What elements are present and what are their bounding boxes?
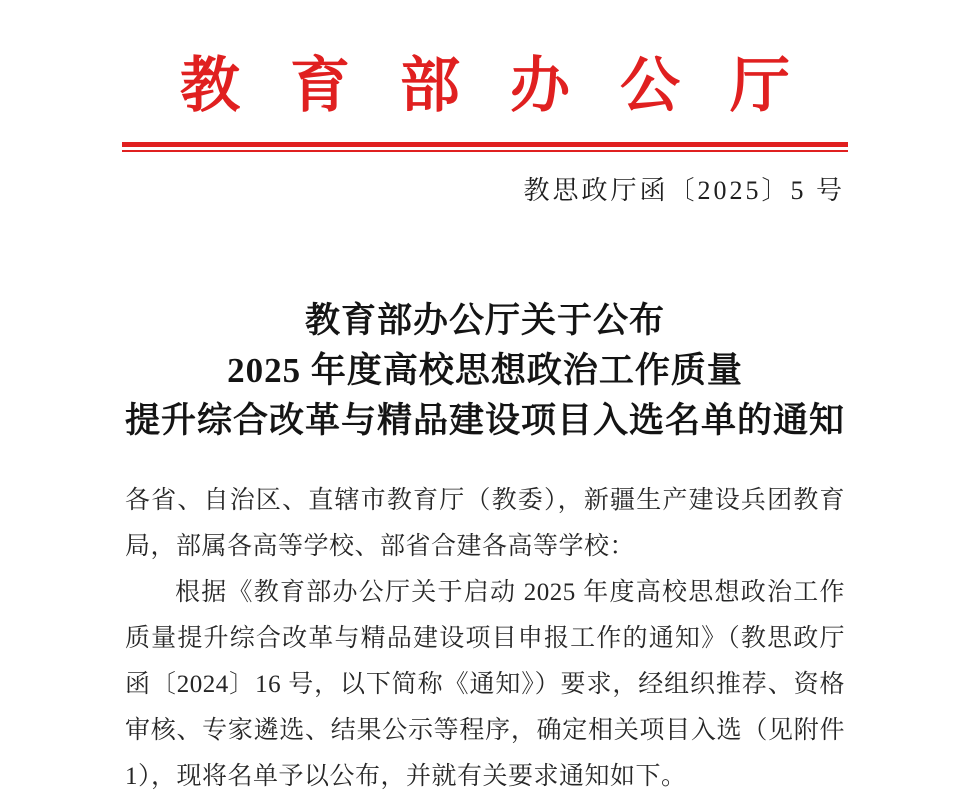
paragraph-line: 根据《教育部办公厅关于启动 2025 年度高校思想政治工作 (175, 579, 845, 606)
document-title (125, 296, 845, 446)
document-body (125, 478, 845, 800)
document-reference-number: 教思政厅函〔2025〕5 号 (523, 176, 845, 205)
paragraph-line: 1），现将名单予以公布，并就有关要求通知如下。 (125, 763, 687, 790)
document-title-line-3: 提升综合改革与精品建设项目入选名单的通知 (125, 401, 846, 440)
letterhead (125, 52, 845, 208)
rule-thin-line (122, 150, 848, 152)
agency-title: 教育部办公厅 (180, 53, 840, 119)
document-content (125, 0, 845, 800)
salutation-line: 局，部属各高等学校、部省合建各高等学校： (125, 533, 636, 560)
red-double-rule (122, 142, 848, 152)
paragraph-line: 质量提升综合改革与精品建设项目申报工作的通知》（教思政厅 (125, 625, 845, 652)
paragraph-line: 函〔2024〕16 号，以下简称《通知》）要求，经组织推荐、资格 (125, 671, 845, 698)
salutation-line: 各省、自治区、直辖市教育厅（教委），新疆生产建设兵团教育 (125, 487, 845, 514)
document-title-line-2: 2025 年度高校思想政治工作质量 (227, 351, 743, 390)
paragraph-line: 审核、专家遴选、结果公示等程序，确定相关项目入选（见附件 (125, 717, 845, 744)
document-title-line-1: 教育部办公厅关于公布 (304, 301, 665, 340)
